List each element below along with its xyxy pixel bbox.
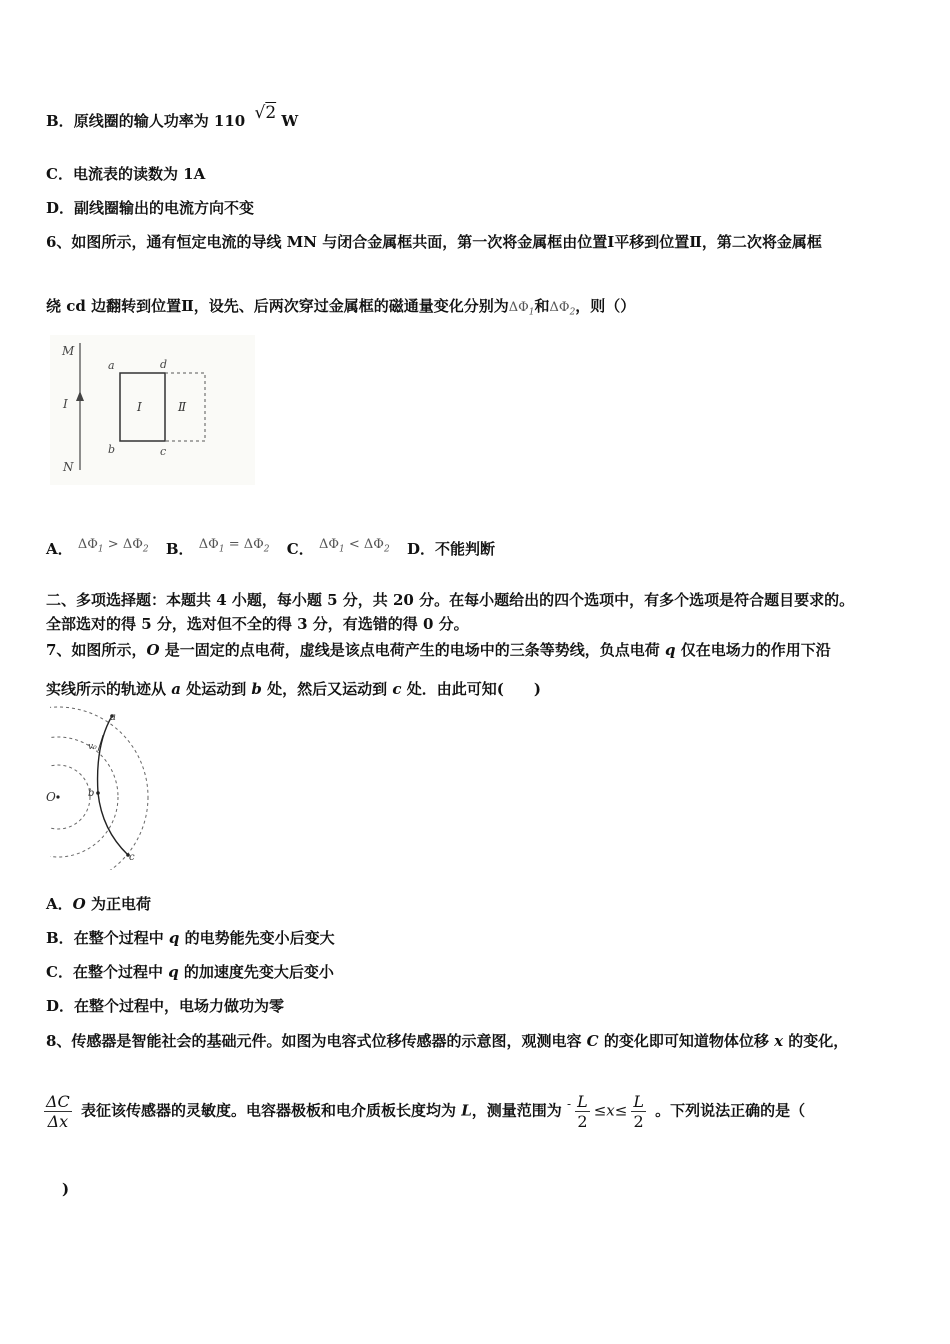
q8-stem1-c: 的变化， [783, 1032, 849, 1050]
label-v: v₀ [88, 742, 97, 752]
q7-stem2-bv: b [251, 680, 262, 698]
q6-option-c-formula [318, 537, 390, 555]
q7-option-a-text: 为正电荷 [85, 895, 151, 913]
q7-stem1-c: 仅在电场力的作用下沿 [675, 641, 831, 659]
q5-option-c: C．电流表的读数为 1A [46, 165, 206, 183]
q6-stem-line2 [46, 295, 635, 318]
q7-stem-line1 [46, 639, 831, 660]
point-b [96, 791, 100, 795]
q7-stem1-o: O [146, 641, 160, 659]
frac-num: ΔC [46, 1092, 70, 1111]
label-pos1: Ⅰ [137, 400, 142, 414]
q8-stem1-a: 8、传感器是智能社会的基础元件。如图为电容式位移传感器的示意图，观测电容 [46, 1032, 587, 1050]
figure-background [50, 335, 255, 485]
q6-option-b [165, 537, 275, 558]
range-minus: - [567, 1096, 572, 1111]
q8-stem1-x-var: x [774, 1032, 784, 1050]
q6-sub2: 2 [569, 307, 576, 318]
q8-stem2-a: 表征该传感器的灵敏度。电容器极板和电介质板长度均为 [75, 1101, 462, 1120]
label-n: N [63, 460, 74, 474]
q6-b-sym1: ΔΦ [198, 537, 219, 552]
q6-sym1: ΔΦ [508, 300, 529, 315]
q6-b-sym2: ΔΦ [243, 537, 264, 552]
label-a: a [110, 712, 116, 723]
q7-stem1-a: 7、如图所示， [46, 641, 147, 659]
q6-a-sub2: 2 [142, 544, 149, 555]
q6-b-rel: = [228, 537, 240, 552]
label-o: O [46, 790, 56, 804]
q7-option-d: D．在整个过程中，电场力做功为零 [46, 997, 285, 1015]
q6-c-sub2: 2 [383, 544, 390, 555]
q7-option-b-post: 的电势能先变小后变大 [179, 929, 335, 947]
q6-option-d-letter: D． [406, 540, 435, 558]
section2-line2: 全部选对的得 5 分，选对但不全的得 3 分，有选错的得 0 分。 [46, 615, 469, 633]
q7-option-c-pre: 在整个过程中 [72, 963, 169, 981]
q6-option-b-formula [198, 537, 270, 555]
q5-option-d: D．副线圈输出的电流方向不变 [46, 199, 255, 217]
q6-option-c [286, 537, 395, 558]
label-b: b [88, 788, 95, 799]
q8-stem1-c-var: C [586, 1032, 599, 1050]
q7-stem1-b: 是一固定的点电荷，虚线是该点电荷产生的电场中的三条等势线，负点电荷 [159, 641, 665, 659]
label-c: c [129, 852, 135, 863]
q6-option-c-letter: C． [286, 540, 314, 558]
lower-den: 2 [577, 1112, 588, 1131]
range-lower-fraction [575, 1092, 590, 1131]
q5-option-b-letter: B． [46, 112, 74, 130]
q6-a-sub1: 1 [97, 544, 104, 555]
q7-stem2-av: a [171, 680, 181, 698]
q8-stem-line3: ) [62, 1180, 70, 1198]
q6-option-d [407, 540, 495, 558]
sqrt-symbol: √2 [254, 103, 277, 123]
label-i: I [63, 397, 68, 411]
q7-option-b-pre: 在整个过程中 [73, 929, 169, 947]
q7-option-b-letter: B． [46, 929, 74, 947]
q7-option-a-letter: A． [46, 895, 73, 913]
q7-option-b-q: q [168, 929, 180, 947]
lower-num: L [577, 1092, 588, 1111]
range-inequality: ≤x≤ [593, 1101, 628, 1120]
upper-num: L [633, 1092, 644, 1111]
q7-stem2-d: 处．由此可知( ) [401, 680, 541, 698]
q8-stem2-l: L [461, 1101, 472, 1120]
q6-option-a-formula [77, 537, 149, 555]
q7-stem-line2 [46, 678, 541, 699]
q7-stem2-a: 实线所示的轨迹从 [46, 680, 172, 698]
q6-option-a [46, 537, 154, 558]
q6-a-rel: > [107, 537, 119, 552]
q5-option-b-radicand: 2 [265, 103, 277, 123]
q6-c-rel: < [348, 537, 360, 552]
q7-stem2-cv: c [392, 680, 402, 698]
q7-option-b [46, 927, 335, 948]
q7-option-c-post: 的加速度先变大后变小 [178, 963, 334, 981]
q6-sym2: ΔΦ [549, 300, 570, 315]
q6-option-b-letter: B． [165, 540, 194, 558]
figure-left-mask [40, 705, 50, 870]
q7-stem2-b: 处运动到 [180, 680, 252, 698]
q6-figure [50, 335, 255, 485]
q6-symbol-1 [508, 300, 535, 318]
q6-stem-line1: 6、如图所示，通有恒定电流的导线 MN 与闭合金属框共面，第一次将金属框由位置Ⅰ平移到位置Ⅱ，第二次将金属框 [46, 233, 822, 251]
q6-options [46, 538, 495, 561]
label-d: d [160, 358, 168, 371]
range-upper-fraction [631, 1092, 646, 1131]
q7-option-c-letter: C． [46, 963, 73, 981]
q7-option-c [46, 961, 334, 982]
q7-option-c-q: q [168, 963, 179, 981]
label-pos2: Ⅱ [178, 400, 187, 414]
q6-b-sub2: 2 [263, 544, 270, 555]
q5-option-b-post: W [276, 112, 299, 130]
q6-option-a-letter: A． [46, 540, 73, 558]
q7-option-a-o: O [72, 895, 86, 913]
q6-c-sym2: ΔΦ [363, 537, 384, 552]
label-m: M [62, 344, 75, 358]
q8-stem-line1 [46, 1030, 848, 1051]
q7-figure [40, 705, 170, 870]
frac-den: Δx [47, 1112, 69, 1131]
q6-sub1: 1 [528, 307, 535, 318]
q6-c-sym1: ΔΦ [318, 537, 339, 552]
q7-stem1-q: q [664, 641, 676, 659]
q6-c-sub1: 1 [339, 544, 345, 555]
q6-stem2-post: ，则（） [575, 297, 636, 315]
q8-stem2-c: 。下列说法正确的是（ [649, 1101, 806, 1120]
label-a: a [108, 359, 115, 372]
point-o [56, 795, 59, 798]
q5-option-b [46, 103, 299, 131]
label-c: c [160, 445, 167, 458]
q8-stem2-b: ，测量范围为 [471, 1101, 568, 1120]
section2-line1: 二、多项选择题：本题共 4 小题，每小题 5 分，共 20 分。在每小题给出的四个选项中，有多个选项是符合题目要求的。 [46, 591, 855, 609]
q6-b-sub1: 1 [218, 544, 225, 555]
label-b: b [108, 443, 116, 456]
q6-and: 和 [534, 297, 550, 315]
q6-a-sym1: ΔΦ [77, 537, 98, 552]
q8-stem1-b: 的变化即可知道物体位移 [598, 1032, 775, 1050]
q6-stem2-pre: 绕 cd 边翻转到位置Ⅱ，设先、后两次穿过金属框的磁通量变化分别为 [46, 297, 509, 315]
q6-symbol-2 [549, 300, 576, 318]
q7-option-a [46, 893, 151, 914]
upper-den: 2 [633, 1112, 644, 1131]
sensitivity-fraction [44, 1092, 72, 1131]
q5-option-b-pre: 原线圈的输人功率为 110 [73, 112, 246, 130]
q6-option-d-text: 不能判断 [434, 540, 495, 558]
q6-a-sym2: ΔΦ [122, 537, 143, 552]
q8-stem-line2 [44, 1092, 805, 1131]
q7-stem2-c: 处，然后又运动到 [261, 680, 393, 698]
